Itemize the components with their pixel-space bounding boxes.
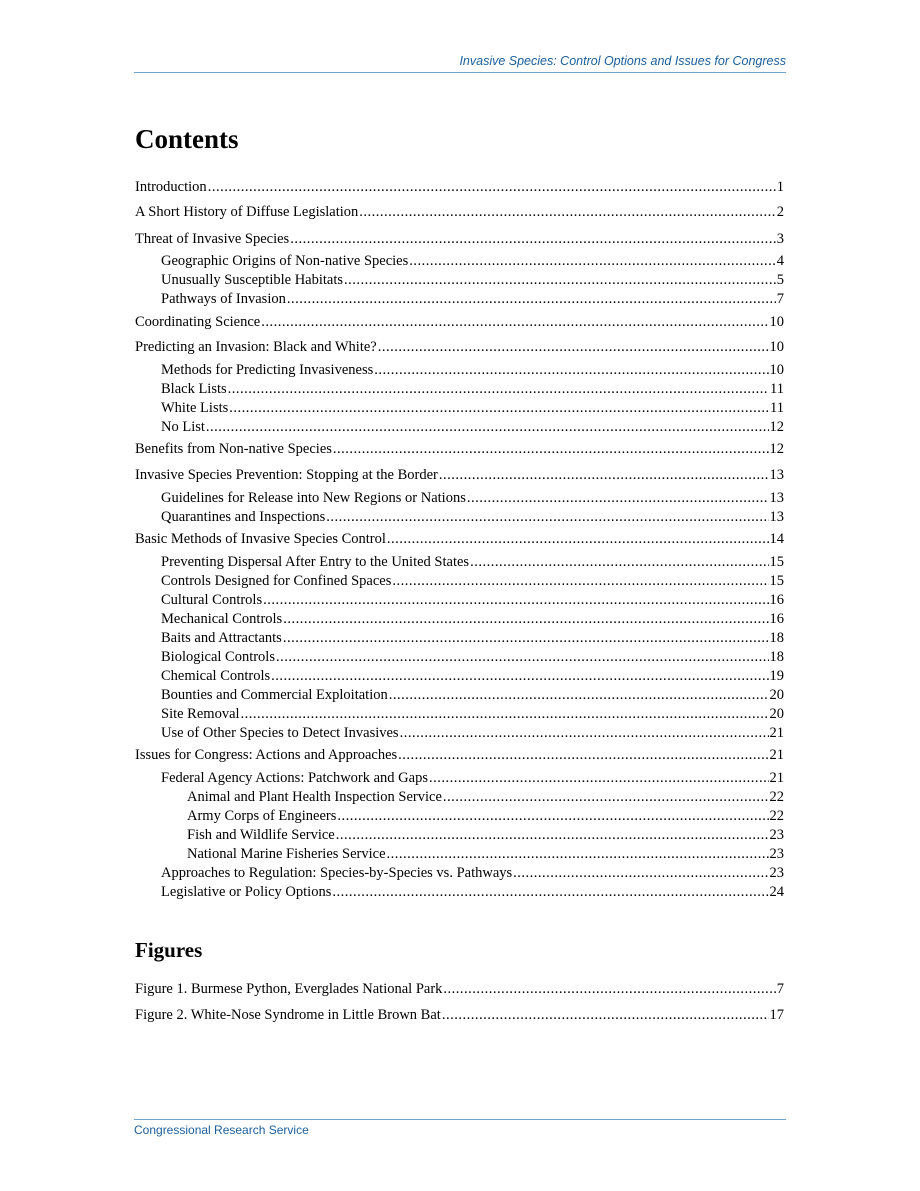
toc-entry-page: 23 [769, 846, 784, 862]
toc-entry-page: 5 [776, 272, 784, 288]
toc-entry[interactable] [135, 788, 784, 806]
toc-entry-title: Legislative or Policy Options [161, 884, 332, 900]
toc-entry[interactable] [135, 572, 784, 590]
dot-leader [467, 489, 769, 507]
dot-leader [429, 769, 769, 787]
toc-entry-page: 22 [769, 808, 784, 824]
toc-entry-page: 11 [770, 400, 784, 416]
toc-entry-title: Chemical Controls [161, 668, 271, 684]
dot-leader [276, 648, 769, 666]
toc-entry[interactable] [135, 746, 784, 764]
dot-leader [470, 553, 768, 571]
toc-entry-title: Site Removal [161, 706, 240, 722]
toc-entry-page: 21 [769, 770, 784, 786]
dot-leader [337, 807, 768, 825]
toc-entry[interactable] [135, 361, 784, 379]
toc-entry-title: Preventing Dispersal After Entry to the United States [161, 554, 470, 570]
toc-entry-title: Biological Controls [161, 649, 275, 665]
toc-entry-title: Black Lists [161, 381, 227, 397]
dot-leader [442, 1006, 769, 1024]
toc-entry[interactable] [135, 807, 784, 825]
toc-entry[interactable] [135, 399, 784, 417]
dot-leader [229, 399, 769, 417]
toc-entry-page: 12 [769, 441, 784, 457]
toc-entry-title: Federal Agency Actions: Patchwork and Gaps [161, 770, 428, 786]
toc-entry-page: 23 [769, 827, 784, 843]
dot-leader [443, 980, 775, 998]
toc-entry-title: Use of Other Species to Detect Invasives [161, 725, 399, 741]
toc-entry[interactable] [135, 313, 784, 331]
toc-entry-title: Figure 2. White-Nose Syndrome in Little Brown Bat [135, 1007, 441, 1023]
toc-entry-page: 10 [769, 362, 784, 378]
toc-entry[interactable] [135, 530, 784, 548]
toc-entry-page: 7 [776, 291, 784, 307]
toc-entry-title: Basic Methods of Invasive Species Control [135, 531, 386, 547]
toc-entry[interactable] [135, 883, 784, 901]
toc-entry-page: 13 [769, 509, 784, 525]
dot-leader [206, 418, 769, 436]
dot-leader [398, 746, 768, 764]
toc-entry-page: 19 [769, 668, 784, 684]
dot-leader [359, 203, 775, 221]
toc-entry-title: Unusually Susceptible Habitats [161, 272, 344, 288]
toc-entry[interactable] [135, 489, 784, 507]
toc-entry-page: 7 [776, 981, 784, 997]
toc-entry-page: 16 [769, 611, 784, 627]
toc-entry[interactable] [135, 553, 784, 571]
dot-leader [332, 883, 768, 901]
toc-entry[interactable] [135, 1006, 784, 1024]
toc-entry-title: Bounties and Commercial Exploitation [161, 687, 388, 703]
toc-entry[interactable] [135, 203, 784, 221]
dot-leader [261, 313, 768, 331]
running-header: Invasive Species: Control Options and Issues for Congress [134, 54, 786, 73]
toc-entry[interactable] [135, 230, 784, 248]
figures-heading: Figures [135, 938, 203, 962]
dot-leader [400, 724, 769, 742]
toc-entry-page: 24 [769, 884, 784, 900]
dot-leader [287, 290, 776, 308]
toc-entry-title: Benefits from Non-native Species [135, 441, 332, 457]
toc-entry-page: 12 [769, 419, 784, 435]
dot-leader [283, 629, 769, 647]
toc-entry[interactable] [135, 629, 784, 647]
toc-entry-page: 20 [769, 687, 784, 703]
dot-leader [387, 530, 769, 548]
toc-entry-title: Methods for Predicting Invasiveness [161, 362, 374, 378]
dot-leader [271, 667, 768, 685]
toc-entry[interactable] [135, 178, 784, 196]
dot-leader [387, 845, 769, 863]
contents-heading: Contents [135, 124, 239, 154]
toc-entry[interactable] [135, 705, 784, 723]
toc-entry-title: Cultural Controls [161, 592, 263, 608]
toc-entry[interactable] [135, 440, 784, 458]
toc-entry-title: White Lists [161, 400, 229, 416]
toc-entry-title: No List [161, 419, 205, 435]
dot-leader [283, 610, 768, 628]
dot-leader [439, 466, 769, 484]
toc-entry-page: 18 [769, 649, 784, 665]
dot-leader [344, 271, 776, 289]
dot-leader [374, 361, 768, 379]
toc-entry[interactable] [135, 380, 784, 398]
dot-leader [263, 591, 768, 609]
toc-entry-title: Guidelines for Release into New Regions or Nations [161, 490, 466, 506]
dot-leader [326, 508, 768, 526]
dot-leader [392, 572, 768, 590]
toc-entry-page: 22 [769, 789, 784, 805]
toc-entry-page: 21 [769, 747, 784, 763]
toc-entry[interactable] [135, 980, 784, 998]
toc-entry[interactable] [135, 466, 784, 484]
toc-entry[interactable] [135, 826, 784, 844]
toc-entry-title: Invasive Species Prevention: Stopping at the Border [135, 467, 438, 483]
toc-entry[interactable] [135, 271, 784, 289]
toc-entry-title: Introduction [135, 179, 207, 195]
toc-entry-title: Fish and Wildlife Service [187, 827, 335, 843]
toc-entry-title: Coordinating Science [135, 314, 261, 330]
toc-entry-title: Pathways of Invasion [161, 291, 286, 307]
toc-entry-title: Animal and Plant Health Inspection Service [187, 789, 442, 805]
toc-entry-title: Controls Designed for Confined Spaces [161, 573, 392, 589]
dot-leader [336, 826, 769, 844]
toc-entry-title: Threat of Invasive Species [135, 231, 290, 247]
toc-entry[interactable] [135, 252, 784, 270]
dot-leader [333, 440, 769, 458]
toc-entry-page: 13 [769, 467, 784, 483]
toc-entry-title: National Marine Fisheries Service [187, 846, 386, 862]
dot-leader [290, 230, 776, 248]
toc-entry-title: Predicting an Invasion: Black and White? [135, 339, 377, 355]
toc-entry-page: 13 [769, 490, 784, 506]
dot-leader [409, 252, 776, 270]
toc-entry-page: 14 [769, 531, 784, 547]
dot-leader [378, 338, 769, 356]
toc-entry-title: Mechanical Controls [161, 611, 283, 627]
toc-entry-title: Figure 1. Burmese Python, Everglades National Park [135, 981, 443, 997]
toc-entry-title: Army Corps of Engineers [187, 808, 337, 824]
dot-leader [228, 380, 769, 398]
toc-entry-page: 18 [769, 630, 784, 646]
toc-entry-page: 15 [769, 554, 784, 570]
page-footer: Congressional Research Service [134, 1119, 786, 1137]
toc-entry-title: A Short History of Diffuse Legislation [135, 204, 359, 220]
toc-entry-title: Baits and Attractants [161, 630, 282, 646]
toc-entry-page: 17 [769, 1007, 784, 1023]
toc-entry-title: Quarantines and Inspections [161, 509, 326, 525]
toc-entry-page: 23 [769, 865, 784, 881]
toc-entry[interactable] [135, 418, 784, 436]
toc-entry[interactable] [135, 845, 784, 863]
toc-entry[interactable] [135, 610, 784, 628]
toc-entry-page: 10 [769, 314, 784, 330]
toc-entry-page: 11 [770, 381, 784, 397]
toc-entry-title: Geographic Origins of Non-native Species [161, 253, 409, 269]
toc-entry[interactable] [135, 591, 784, 609]
toc-entry-title: Approaches to Regulation: Species-by-Species vs. Pathways [161, 865, 513, 881]
toc-entry-page: 3 [776, 231, 784, 247]
toc-entry-page: 21 [769, 725, 784, 741]
toc-entry[interactable] [135, 667, 784, 685]
toc-entry-page: 15 [769, 573, 784, 589]
toc-entry[interactable] [135, 769, 784, 787]
toc-entry-page: 10 [769, 339, 784, 355]
toc-entry[interactable] [135, 724, 784, 742]
toc-entry-page: 4 [776, 253, 784, 269]
dot-leader [241, 705, 769, 723]
toc-entry-page: 1 [776, 179, 784, 195]
toc-entry[interactable] [135, 686, 784, 704]
toc-entry[interactable] [135, 864, 784, 882]
dot-leader [513, 864, 768, 882]
toc-entry[interactable] [135, 508, 784, 526]
toc-entry[interactable] [135, 290, 784, 308]
toc-entry-page: 20 [769, 706, 784, 722]
dot-leader [208, 178, 776, 196]
dot-leader [389, 686, 769, 704]
toc-entry[interactable] [135, 338, 784, 356]
toc-entry-page: 2 [776, 204, 784, 220]
dot-leader [443, 788, 769, 806]
toc-entry[interactable] [135, 648, 784, 666]
toc-entry-page: 16 [769, 592, 784, 608]
toc-entry-title: Issues for Congress: Actions and Approaches [135, 747, 398, 763]
